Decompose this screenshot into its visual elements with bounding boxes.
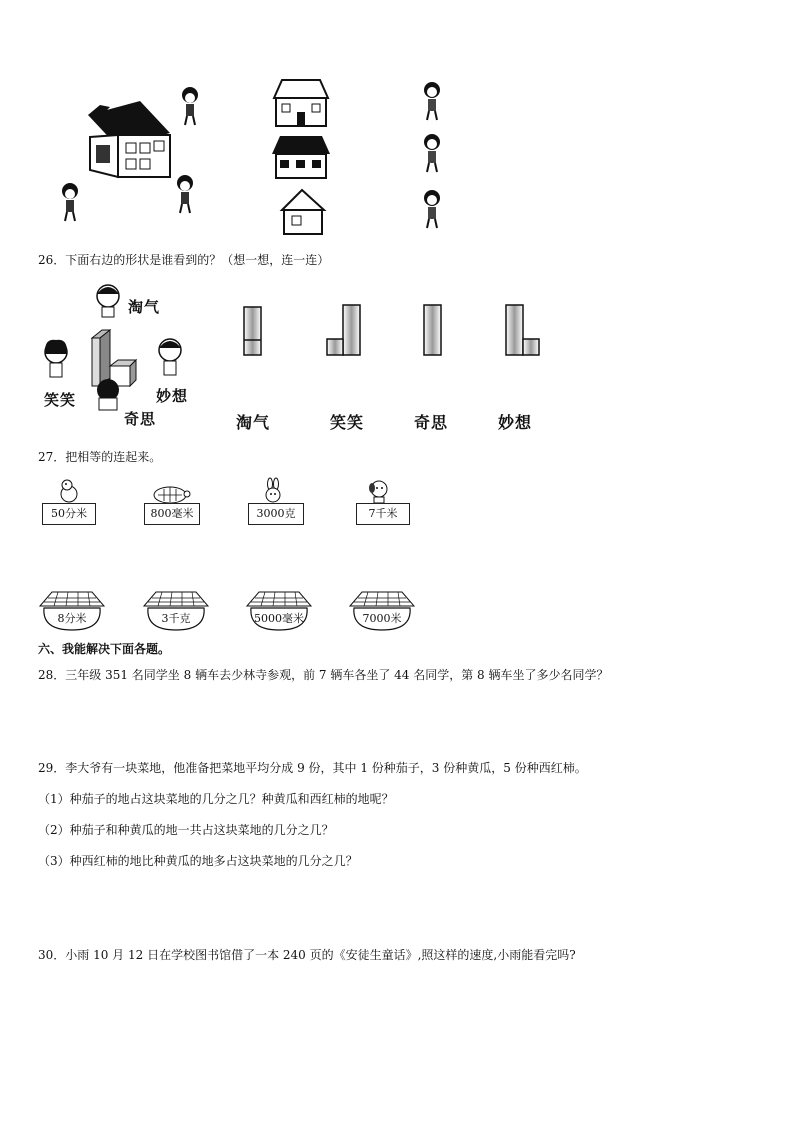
- shape-label-1: 淘气: [236, 413, 271, 432]
- top-sign-2: 800毫米: [144, 503, 200, 525]
- dog-icon: [368, 478, 390, 504]
- house-views-illustration: [268, 78, 334, 238]
- viewer-name-miaoxiang: 妙想: [156, 387, 189, 405]
- animal-icon-1: [58, 478, 80, 504]
- view-shape-1: [243, 306, 263, 358]
- bottom-pot-1: 8分米: [57, 612, 87, 625]
- pot-roof-3: [245, 588, 313, 608]
- question-29-text: 29．李大爷有一块菜地，他准备把菜地平均分成 9 份，其中 1 份种茄子，3 份种黄瓜，5 份种西红柿。: [38, 761, 587, 775]
- question-30-text: 30．小雨 10 月 12 日在学校图书馆借了一本 240 页的《安徒生童话》,照这样的速度,小雨能看完吗?: [38, 948, 576, 962]
- view-shape-3: [423, 304, 443, 358]
- top-sign-1: 50分米: [42, 503, 96, 525]
- view-shape-2: [326, 304, 362, 358]
- turtle-icon: [150, 482, 190, 504]
- shape-label-3: 奇思: [414, 413, 449, 432]
- shape-label-4: 妙想: [498, 413, 533, 432]
- view-shape-4: [505, 304, 541, 358]
- question-28-text: 28．三年级 351 名同学坐 8 辆车去少林寺参观，前 7 辆车各坐了 44 名同学，第 8 辆车坐了多少名同学？: [38, 668, 609, 682]
- bottom-pot-4: 7000米: [362, 612, 402, 625]
- pot-roof-4: [348, 588, 416, 608]
- top-sign-3: 3000克: [248, 503, 304, 525]
- question-27-text: 27．把相等的连起来。: [38, 450, 162, 464]
- pot-roof-2: [142, 588, 210, 608]
- viewer-name-xiaoxiao: 笑笑: [44, 391, 77, 409]
- viewer-name-qisi: 奇思: [124, 410, 157, 428]
- question-26-text: 26．下面右边的形状是谁看到的？（想一想，连一连）: [38, 253, 330, 267]
- house-scene-illustration: [40, 75, 190, 225]
- question-29-sub3: （3）种西红柿的地比种黄瓜的地多占这块菜地的几分之几？: [38, 854, 358, 868]
- shape-label-2: 笑笑: [330, 413, 365, 432]
- top-sign-4: 7千米: [356, 503, 410, 525]
- viewer-name-taoqi: 淘气: [128, 298, 161, 316]
- rabbit-icon: [262, 478, 284, 504]
- question-29-sub2: （2）种茄子和种黄瓜的地一共占这块菜地的几分之几？: [38, 823, 334, 837]
- question-29-sub1: （1）种茄子的地占这块菜地的几分之几？种黄瓜和西红柿的地呢？: [38, 792, 394, 806]
- section-6-title: 六、我能解决下面各题。: [38, 642, 171, 656]
- children-illustration: [412, 78, 452, 238]
- pot-roof-1: [38, 588, 106, 608]
- bottom-pot-3: 5000毫米: [254, 612, 304, 625]
- bottom-pot-2: 3千克: [161, 612, 191, 625]
